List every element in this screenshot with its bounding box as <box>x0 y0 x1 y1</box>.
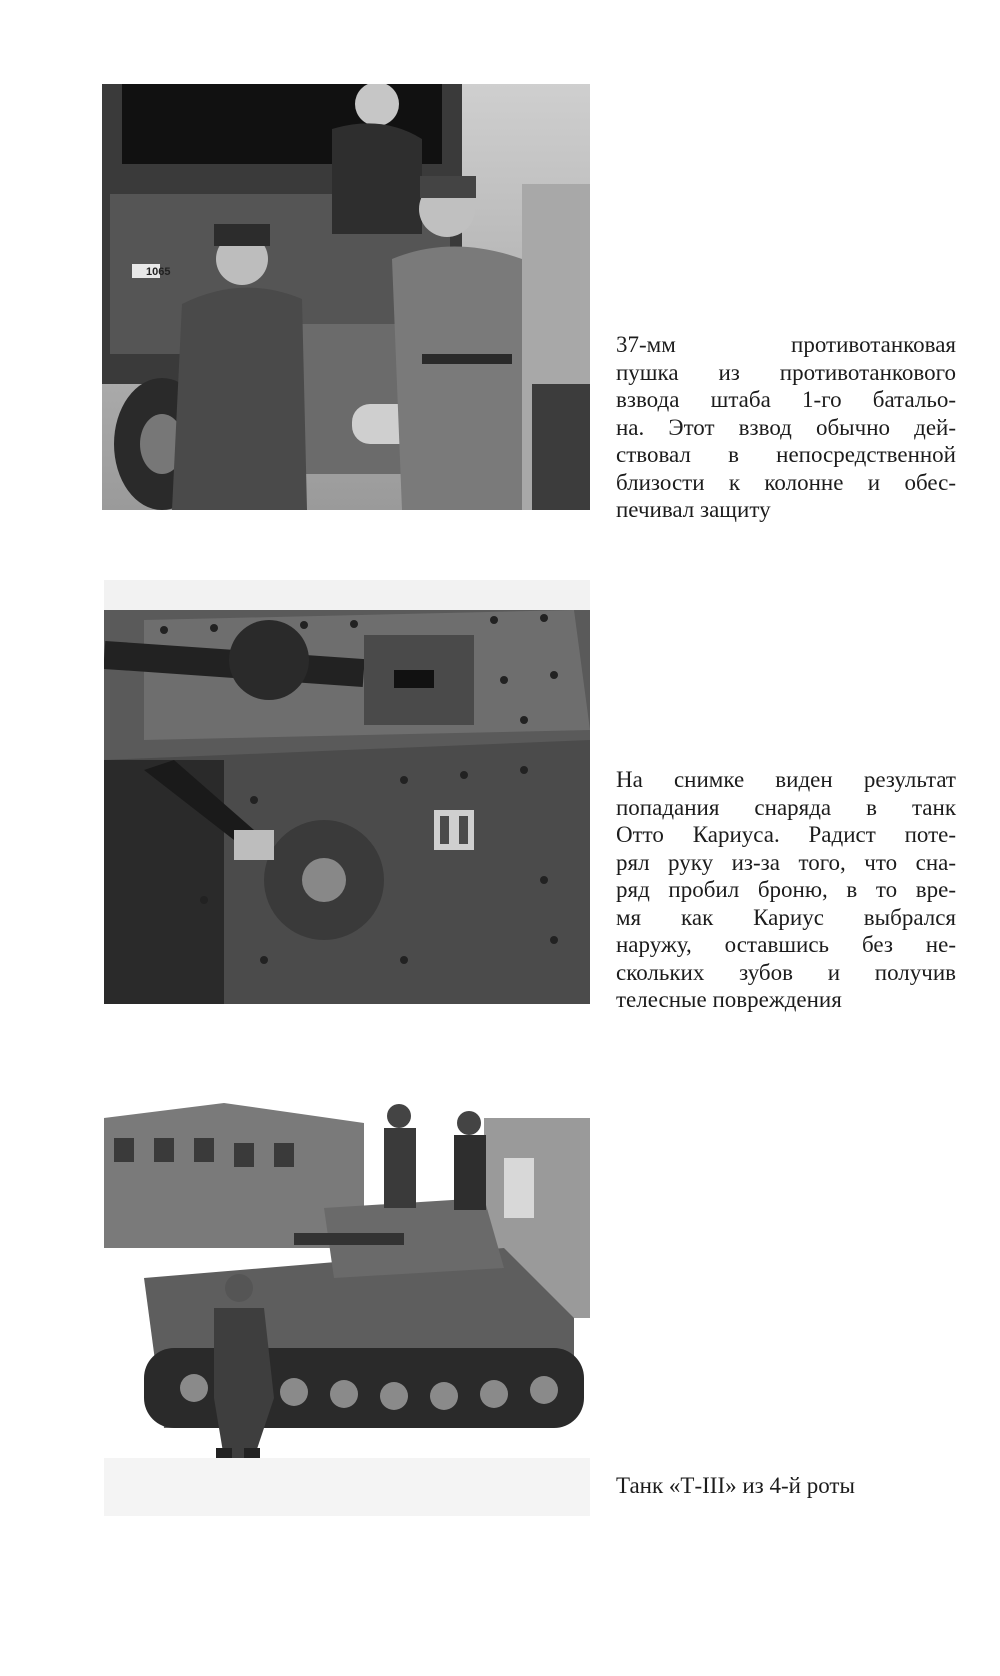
caption-line: 37-мм противотанковая <box>616 332 956 357</box>
caption-antitank-gun <box>616 331 956 524</box>
caption-line: Отто Кариуса. Радист поте- <box>616 822 956 847</box>
caption-line: взвода штаба 1-го батальо- <box>616 387 956 412</box>
t3-tank-illustration <box>104 1098 590 1516</box>
caption-line: ствовал в непосредственной <box>616 442 956 467</box>
damaged-tank-illustration <box>104 580 590 1004</box>
caption-line: попадания снаряда в танк <box>616 794 956 820</box>
caption-line: ряд пробил броню, в то вре- <box>616 877 956 902</box>
caption-line: наружу, оставшись без не- <box>616 932 956 957</box>
caption-line: печивал защиту <box>616 497 771 522</box>
caption-t3-tank: Танк «Т-III» из 4-й роты <box>616 1473 855 1498</box>
caption-line: на. Этот взвод обычно дей- <box>616 414 956 440</box>
photo-damaged-tank <box>104 580 590 1004</box>
truck-number-marking: 1065 <box>146 266 171 278</box>
antitank-gun-illustration <box>102 84 590 510</box>
caption-damaged-tank <box>616 766 956 1014</box>
caption-line: близости к колонне и обес- <box>616 469 956 495</box>
photo-antitank-gun <box>102 84 590 510</box>
caption-line: телесные повреждения <box>616 987 842 1012</box>
caption-line: пушка из противотанкового <box>616 359 956 385</box>
caption-line: На снимке виден результат <box>616 767 956 792</box>
caption-line: рял руку из-за того, что сна- <box>616 849 956 875</box>
caption-line: мя как Кариус выбрался <box>616 904 956 930</box>
photo-t3-tank <box>104 1098 590 1516</box>
caption-line: скольких зубов и получив <box>616 959 956 985</box>
